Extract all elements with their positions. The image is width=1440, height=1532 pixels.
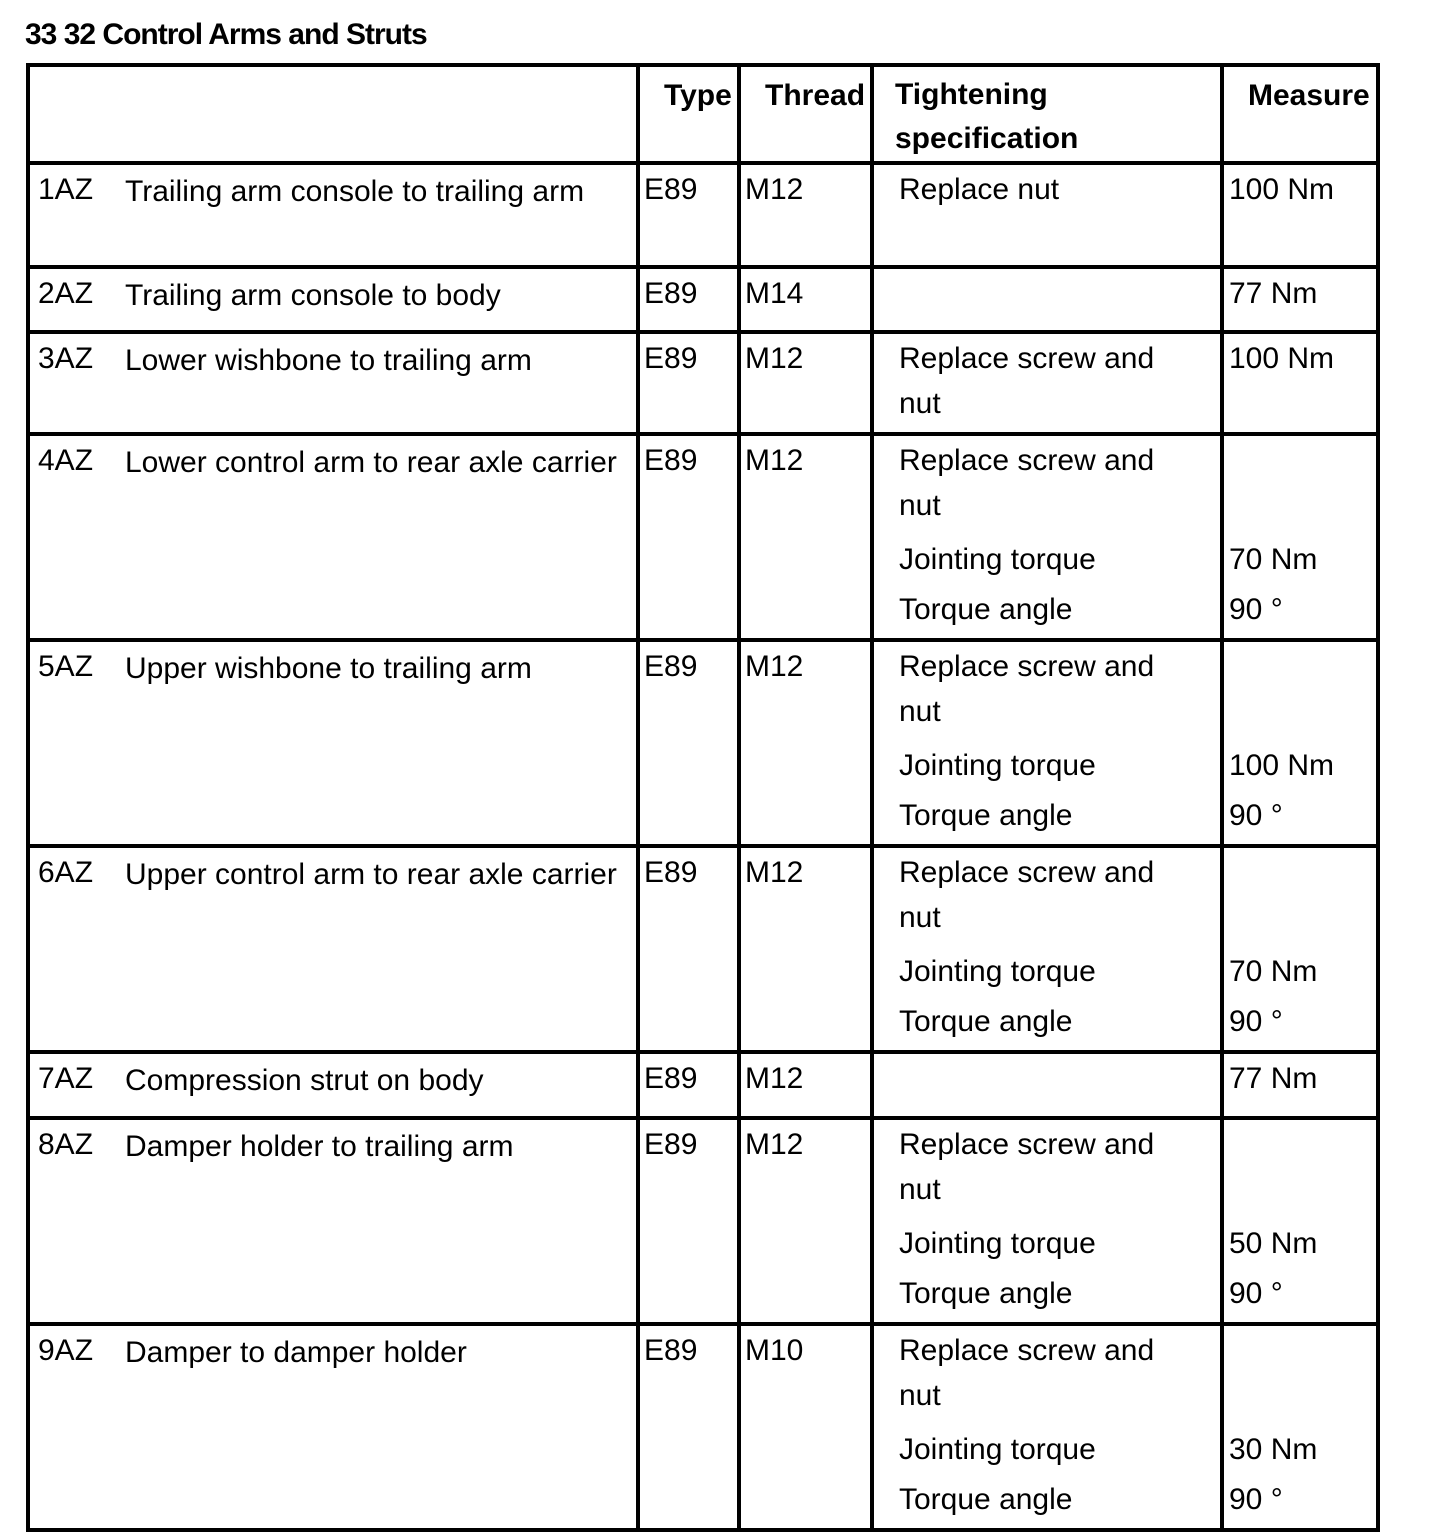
description-cell [28, 434, 638, 640]
measure-cell [1222, 1052, 1378, 1118]
type-value-cell [638, 640, 739, 846]
table-row [28, 332, 1378, 434]
row-number: 4AZ [38, 444, 94, 477]
table-row [28, 1118, 1378, 1324]
measure-value: 90 ° [1229, 1005, 1283, 1038]
table-header-row [28, 65, 1378, 163]
measure-value: 100 Nm [1229, 342, 1335, 375]
thread-value-cell [739, 163, 872, 267]
header-thread: Thread [739, 65, 872, 163]
spec-text: Replace screw and nut [899, 650, 1155, 728]
measure-value: 90 ° [1229, 593, 1283, 626]
row-number: 7AZ [38, 1062, 94, 1095]
header-type: Type [638, 65, 739, 163]
thread-value-cell [739, 332, 872, 434]
measure-value: 70 Nm [1229, 955, 1318, 988]
measure-cell [1222, 640, 1378, 846]
row-description: Lower control arm to rear axle carrier [125, 446, 617, 479]
table-row [28, 1052, 1378, 1118]
measure-cell [1222, 163, 1378, 267]
table-row [28, 640, 1378, 846]
measure-cell [1222, 846, 1378, 1052]
row-description: Trailing arm console to trailing arm [125, 175, 585, 208]
spec-text: Replace screw and nut [899, 856, 1155, 934]
spec-text: Jointing torque [899, 1227, 1096, 1260]
type-value-cell [638, 434, 739, 640]
description-cell [28, 267, 638, 332]
type-value-cell [638, 267, 739, 332]
measure-cell [1222, 332, 1378, 434]
table-row [28, 1324, 1378, 1530]
measure-value: 90 ° [1229, 1277, 1283, 1310]
row-number: 2AZ [38, 277, 94, 310]
spec-cell [872, 640, 1222, 846]
thread-value: M12 [745, 444, 804, 477]
row-description: Upper wishbone to trailing arm [125, 652, 532, 685]
row-number: 8AZ [38, 1128, 94, 1161]
table-row [28, 846, 1378, 1052]
spec-cell [872, 267, 1222, 332]
row-description: Lower wishbone to trailing arm [125, 344, 532, 377]
spec-text: Replace screw and nut [899, 1128, 1155, 1206]
thread-value-cell [739, 1052, 872, 1118]
type-value: E89 [644, 856, 698, 889]
thread-value: M12 [745, 856, 804, 889]
spec-text: Jointing torque [899, 1433, 1096, 1466]
type-value-cell [638, 846, 739, 1052]
measure-value: 90 ° [1229, 799, 1283, 832]
row-description: Damper holder to trailing arm [125, 1130, 514, 1163]
measure-cell [1222, 434, 1378, 640]
spec-cell [872, 846, 1222, 1052]
thread-value: M12 [745, 650, 804, 683]
description-cell [28, 1118, 638, 1324]
thread-value-cell [739, 846, 872, 1052]
type-value: E89 [644, 173, 698, 206]
type-value: E89 [644, 277, 698, 310]
table-row [28, 267, 1378, 332]
type-value-cell [638, 163, 739, 267]
spec-cell [872, 1052, 1222, 1118]
description-cell [28, 332, 638, 434]
spec-text: Jointing torque [899, 955, 1096, 988]
measure-value: 100 Nm [1229, 173, 1335, 206]
thread-value: M14 [745, 277, 804, 310]
type-value: E89 [644, 1334, 698, 1367]
thread-value-cell [739, 1118, 872, 1324]
thread-value-cell [739, 267, 872, 332]
type-value-cell [638, 1052, 739, 1118]
measure-cell [1222, 1324, 1378, 1530]
description-cell [28, 846, 638, 1052]
page-title: 33 32 Control Arms and Struts [25, 18, 427, 51]
row-description: Compression strut on body [125, 1064, 484, 1097]
measure-value: 70 Nm [1229, 543, 1318, 576]
row-number: 5AZ [38, 650, 94, 683]
description-cell [28, 1324, 638, 1530]
spec-cell [872, 434, 1222, 640]
type-value-cell [638, 332, 739, 434]
description-cell [28, 640, 638, 846]
measure-value: 30 Nm [1229, 1433, 1318, 1466]
measure-value: 90 ° [1229, 1483, 1283, 1516]
measure-value: 50 Nm [1229, 1227, 1318, 1260]
header-spec: Tightening specification [872, 65, 1222, 163]
measure-value: 77 Nm [1229, 277, 1318, 310]
spec-text: Replace screw and nut [899, 342, 1155, 420]
spec-cell [872, 163, 1222, 267]
thread-value-cell [739, 434, 872, 640]
spec-text: Jointing torque [899, 749, 1096, 782]
type-value-cell [638, 1118, 739, 1324]
thread-value: M12 [745, 1062, 804, 1095]
type-value: E89 [644, 1128, 698, 1161]
spec-cell [872, 1324, 1222, 1530]
row-description: Trailing arm console to body [125, 279, 501, 312]
table-row [28, 163, 1378, 267]
spec-text: Torque angle [899, 593, 1073, 626]
type-value: E89 [644, 1062, 698, 1095]
description-cell [28, 1052, 638, 1118]
spec-text: Torque angle [899, 1483, 1073, 1516]
spec-text: Replace nut [899, 173, 1060, 206]
spec-text: Replace screw and nut [899, 444, 1155, 522]
measure-cell [1222, 267, 1378, 332]
spec-text: Torque angle [899, 799, 1073, 832]
header-measure: Measure [1222, 65, 1378, 163]
type-value: E89 [644, 444, 698, 477]
row-number: 9AZ [38, 1334, 94, 1367]
row-number: 3AZ [38, 342, 94, 375]
spec-text: Replace screw and nut [899, 1334, 1155, 1412]
measure-value: 77 Nm [1229, 1062, 1318, 1095]
thread-value-cell [739, 1324, 872, 1530]
spec-cell [872, 1118, 1222, 1324]
thread-value: M12 [745, 342, 804, 375]
description-cell [28, 163, 638, 267]
row-number: 6AZ [38, 856, 94, 889]
row-description: Damper to damper holder [125, 1336, 467, 1369]
thread-value: M12 [745, 173, 804, 206]
spec-text: Jointing torque [899, 543, 1096, 576]
spec-text: Torque angle [899, 1277, 1073, 1310]
thread-value: M12 [745, 1128, 804, 1161]
measure-value: 100 Nm [1229, 749, 1335, 782]
header-description [28, 65, 638, 163]
row-description: Upper control arm to rear axle carrier [125, 858, 617, 891]
row-number: 1AZ [38, 173, 94, 206]
spec-text: Torque angle [899, 1005, 1073, 1038]
measure-cell [1222, 1118, 1378, 1324]
type-value: E89 [644, 650, 698, 683]
torque-spec-table [26, 63, 1380, 1532]
table-row [28, 434, 1378, 640]
spec-cell [872, 332, 1222, 434]
type-value-cell [638, 1324, 739, 1530]
thread-value-cell [739, 640, 872, 846]
type-value: E89 [644, 342, 698, 375]
thread-value: M10 [745, 1334, 804, 1367]
